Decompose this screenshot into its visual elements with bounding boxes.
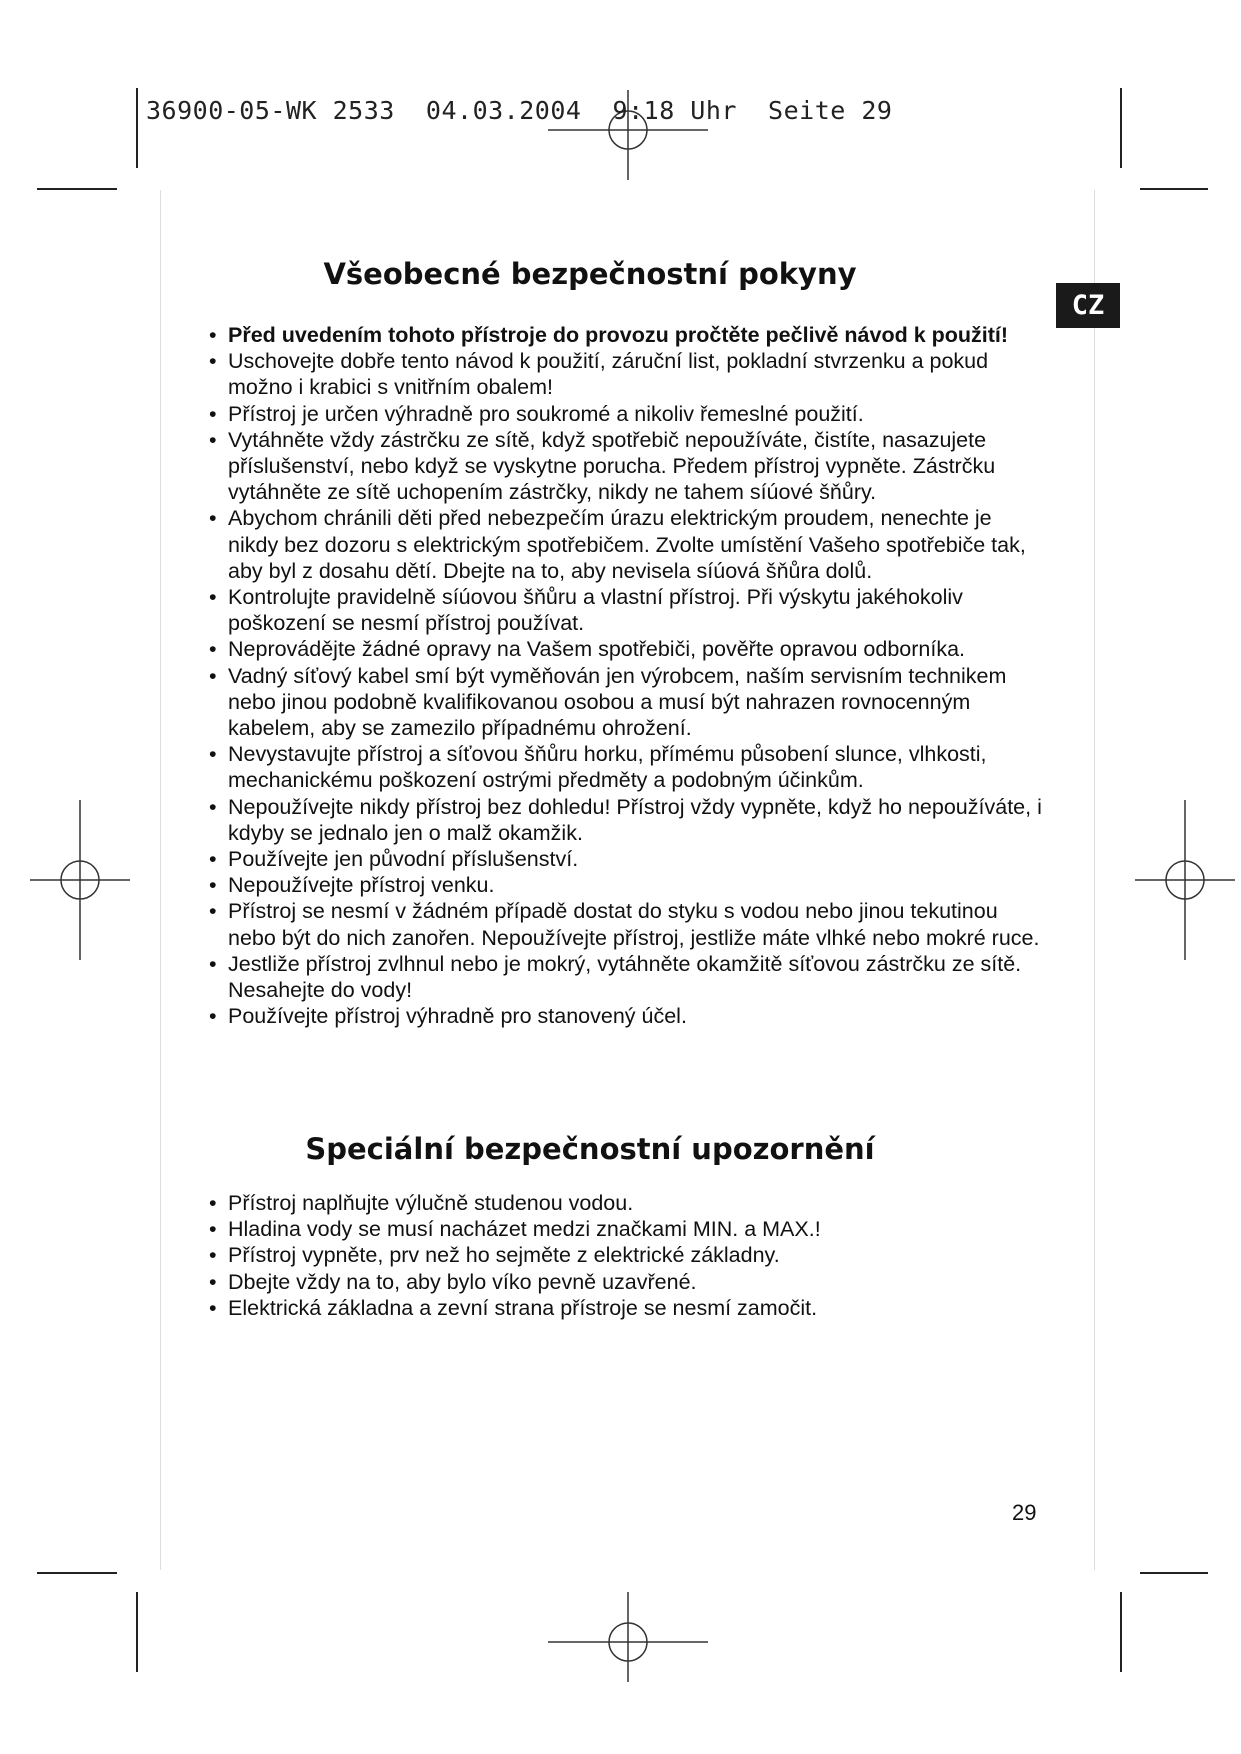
list-item: • Kontrolujte pravidelně síúovou šňůru a vlastní přístroj. Při výskytu jakéhokoliv poškození se nesmí přístroj používat. — [209, 585, 963, 636]
list-item: • Nevystavujte přístroj a síťovou šňůru horku, přímému působení slunce, vlhkosti, mechanickému poškození ostrými předměty a podobným účinkům. — [209, 742, 987, 793]
print-slug-line: 36900-05-WK 2533 04.03.2004 9:18 Uhr Seite 29 — [146, 96, 893, 125]
registration-target-right-icon — [1135, 800, 1235, 960]
list-item: • Dbejte vždy na to, aby bylo víko pevně uzavřené. — [209, 1269, 697, 1294]
crop-mark-top-right-horizontal — [1140, 188, 1208, 190]
crop-mark-top-left-horizontal — [37, 188, 117, 190]
faint-trim-line-right — [1094, 190, 1095, 1570]
list-item: • Neprovádějte žádné opravy na Vašem spotřebiči, pověřte opravou odborníka. — [209, 637, 966, 662]
list-item: • Používejte přístroj výhradně pro stanovený účel. — [209, 1004, 687, 1029]
crop-mark-bottom-right-vertical — [1120, 1592, 1122, 1672]
list-item: • Abychom chránili děti před nebezpečím úrazu elektrickým proudem, nenechte je nikdy bez dozoru s elektrickým spotřebičem. Zvolte umístění Vašeho spotřebiče tak, aby byl z dosahu dětí. Dbejte na to, aby nevisela síúová šňůra dolů. — [209, 506, 1026, 583]
section-title-general-safety: Všeobecné bezpečnostní pokyny — [323, 257, 857, 291]
crop-mark-top-right-vertical — [1120, 88, 1122, 168]
general-safety-list — [204, 322, 1044, 1029]
list-item: • Vadný síťový kabel smí být vyměňován jen výrobcem, naším servisním technikem nebo jinou podobně kvalifikovanou osobou a musí být nahrazen rovnocenným kabelem, aby se zamezilo případnému ohrožení. — [209, 663, 1007, 741]
list-item: • Přístroj vypněte, prv než ho sejměte z elektrické základny. — [209, 1243, 780, 1268]
list-item: • Uschovejte dobře tento návod k použití, záruční list, pokladní stvrzenku a pokud možno i krabici s vnitřním obalem! — [209, 349, 989, 400]
list-item: • Používejte jen původní příslušenství. — [209, 847, 579, 872]
crop-mark-bottom-right-horizontal — [1140, 1572, 1208, 1574]
list-item: • Před uvedením tohoto přístroje do provozu pročtěte pečlivě návod k použití! — [209, 323, 1009, 347]
list-item: • Jestliže přístroj zvlhnul nebo je mokrý, vytáhněte okamžitě síťovou zástrčku ze sítě. Nesahejte do vody! — [209, 951, 1022, 1003]
page-number: 29 — [1012, 1500, 1037, 1525]
list-item: • Hladina vody se musí nacházet medzi značkami MIN. a MAX.! — [209, 1217, 821, 1242]
special-safety-list — [204, 1190, 1044, 1321]
section-title-special-safety: Speciální bezpečnostní upozornění — [305, 1132, 875, 1166]
list-item: • Elektrická základna a zevní strana přístroje se nesmí zamočit. — [209, 1295, 818, 1320]
crop-mark-top-left-vertical — [136, 88, 138, 168]
list-item: • Přístroj naplňujte výlučně studenou vodou. — [209, 1191, 634, 1215]
list-item: • Nepoužívejte přístroj venku. — [209, 873, 495, 898]
registration-target-bottom-icon — [548, 1592, 708, 1682]
faint-trim-line-left — [160, 190, 161, 1570]
language-tab: CZ — [1056, 283, 1120, 328]
list-item: • Přístroj se nesmí v žádném případě dostat do styku s vodou nebo jinou tekutinou nebo být do nich zanořen. Nepoužívejte přístroj, jestliže máte vlhké nebo mokré ruce. — [209, 899, 1040, 950]
list-item: • Vytáhněte vždy zástrčku ze sítě, když spotřebič nepoužíváte, čistíte, nasazujete příslušenství, nebo když se vyskytne porucha. Předem přístroj vypněte. Zástrčku vytáhněte ze sítě uchopením zástrčky, nikdy ne tahem síúové šňůry. — [209, 427, 996, 505]
crop-mark-bottom-left-vertical — [136, 1592, 138, 1672]
registration-target-left-icon — [30, 800, 130, 960]
list-item: • Nepoužívejte nikdy přístroj bez dohledu! Přístroj vždy vypněte, když ho nepoužíváte, i kdyby se jednalo jen o malž okamžik. — [209, 794, 1042, 845]
list-item: • Přístroj je určen výhradně pro soukromé a nikoliv řemeslné použití. — [209, 401, 864, 426]
crop-mark-bottom-left-horizontal — [37, 1572, 117, 1574]
